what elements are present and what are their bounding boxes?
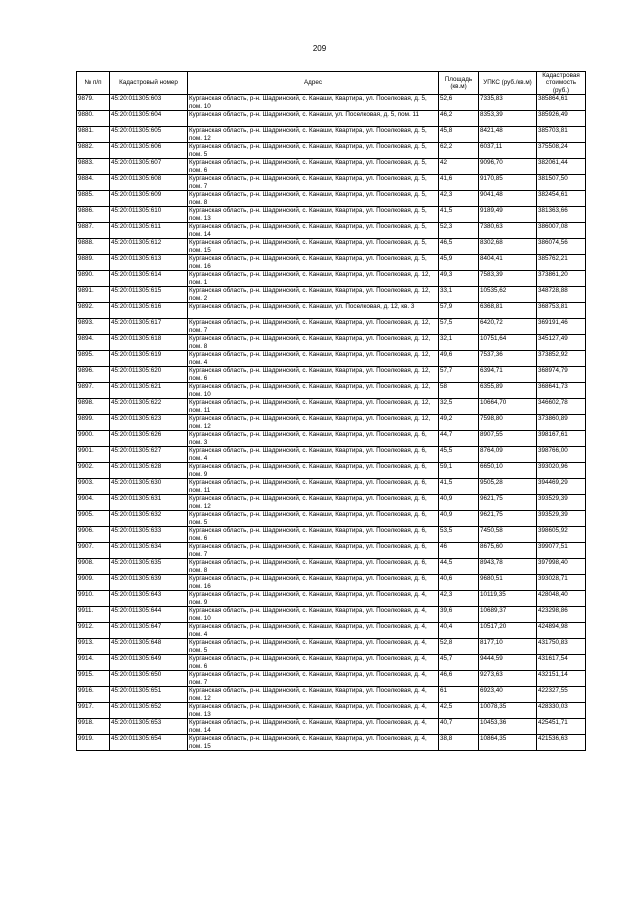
- table-row: [77, 127, 586, 143]
- cell-upks: 6420,72: [479, 319, 537, 335]
- cell-cadastral-number: 45:20:011305:606: [110, 143, 188, 159]
- cell-cadastral-number: 45:20:011305:631: [110, 495, 188, 511]
- cell-num: 9889.: [77, 255, 110, 271]
- header-cadastral-number: Кадастровый номер: [110, 72, 188, 95]
- table-row: [77, 655, 586, 671]
- table-row: [77, 383, 586, 399]
- cell-cadastral-number: 45:20:011305:639: [110, 575, 188, 591]
- cell-cadastral-cost: 425451,71: [537, 719, 586, 735]
- cell-num: 9881.: [77, 127, 110, 143]
- cell-area: 39,6: [439, 607, 479, 623]
- cell-upks: 10689,37: [479, 607, 537, 623]
- cell-area: 57,5: [439, 319, 479, 335]
- cell-cadastral-number: 45:20:011305:633: [110, 527, 188, 543]
- cell-address: Курганская область, р-н. Шадринский, с. Канаши, Квартира, ул. Поселковая, д. 6, пом. 5: [188, 511, 439, 527]
- cell-num: 9897.: [77, 383, 110, 399]
- cell-address: Курганская область, р-н. Шадринский, с. Канаши, Квартира, ул. Поселковая, д. 5, пом. 6: [188, 159, 439, 175]
- table-row: [77, 719, 586, 735]
- cell-cadastral-cost: 345127,49: [537, 335, 586, 351]
- cell-num: 9891.: [77, 287, 110, 303]
- cell-address: Курганская область, р-н. Шадринский, с. Канаши, ул. Поселковая, д. 5, пом. 11: [188, 111, 439, 127]
- cell-area: 62,2: [439, 143, 479, 159]
- cell-cadastral-cost: 375508,24: [537, 143, 586, 159]
- cell-upks: 7335,83: [479, 95, 537, 111]
- cell-cadastral-cost: 382454,61: [537, 191, 586, 207]
- cell-area: 49,3: [439, 271, 479, 287]
- cell-cadastral-number: 45:20:011305:614: [110, 271, 188, 287]
- cell-cadastral-number: 45:20:011305:622: [110, 399, 188, 415]
- cell-cadastral-cost: 368974,79: [537, 367, 586, 383]
- table-row: [77, 415, 586, 431]
- table-row: [77, 191, 586, 207]
- table-row: [77, 367, 586, 383]
- table-row: [77, 223, 586, 239]
- cell-area: 57,9: [439, 303, 479, 319]
- cell-address: Курганская область, р-н. Шадринский, с. Канаши, Квартира, ул. Поселковая, д. 12, пом. 6: [188, 367, 439, 383]
- cell-address: Курганская область, р-н. Шадринский, с. Канаши, Квартира, ул. Поселковая, д. 4, пом. 6: [188, 655, 439, 671]
- cell-area: 59,1: [439, 463, 479, 479]
- table-row: [77, 335, 586, 351]
- cell-cadastral-cost: 422327,55: [537, 687, 586, 703]
- cell-address: Курганская область, р-н. Шадринский, с. Канаши, Квартира, ул. Поселковая, д. 4, пом. 9: [188, 591, 439, 607]
- cell-cadastral-number: 45:20:011305:643: [110, 591, 188, 607]
- table-row: [77, 639, 586, 655]
- cell-address: Курганская область, р-н. Шадринский, с. Канаши, Квартира, ул. Поселковая, д. 12, пом. 12: [188, 415, 439, 431]
- cell-address: Курганская область, р-н. Шадринский, с. Канаши, Квартира, ул. Поселковая, д. 12, пом. 11: [188, 399, 439, 415]
- page-number: 209: [312, 44, 327, 53]
- cell-cadastral-cost: 398766,00: [537, 447, 586, 463]
- table-row: [77, 271, 586, 287]
- cell-area: 40,4: [439, 623, 479, 639]
- table-row: [77, 543, 586, 559]
- table-row: [77, 495, 586, 511]
- cell-upks: 10864,35: [479, 735, 537, 751]
- table-row: [77, 607, 586, 623]
- cell-cadastral-number: 45:20:011305:619: [110, 351, 188, 367]
- cell-area: 42,3: [439, 591, 479, 607]
- cell-num: 9906.: [77, 527, 110, 543]
- cell-cadastral-cost: 348728,88: [537, 287, 586, 303]
- cell-cadastral-number: 45:20:011305:610: [110, 207, 188, 223]
- cell-cadastral-cost: 385926,49: [537, 111, 586, 127]
- cell-area: 53,5: [439, 527, 479, 543]
- cell-cadastral-cost: 368753,81: [537, 303, 586, 319]
- cell-upks: 8764,09: [479, 447, 537, 463]
- table-row: [77, 303, 586, 319]
- cell-num: 9883.: [77, 159, 110, 175]
- cell-address: Курганская область, р-н. Шадринский, с. Канаши, Квартира, ул. Поселковая, д. 6, пом. 16: [188, 575, 439, 591]
- cell-cadastral-cost: 385762,21: [537, 255, 586, 271]
- cell-address: Курганская область, р-н. Шадринский, с. Канаши, Квартира, ул. Поселковая, д. 12, пом. 7: [188, 319, 439, 335]
- cell-area: 45,9: [439, 255, 479, 271]
- cell-num: 9879.: [77, 95, 110, 111]
- cell-cadastral-number: 45:20:011305:626: [110, 431, 188, 447]
- cell-cadastral-number: 45:20:011305:615: [110, 287, 188, 303]
- cell-area: 32,5: [439, 399, 479, 415]
- cell-cadastral-cost: 381363,66: [537, 207, 586, 223]
- cell-address: Курганская область, р-н. Шадринский, с. Канаши, Квартира, ул. Поселковая, д. 5, пом. 5: [188, 143, 439, 159]
- cell-address: Курганская область, р-н. Шадринский, с. Канаши, Квартира, ул. Поселковая, д. 6, пом. 9: [188, 463, 439, 479]
- cell-cadastral-cost: 398605,92: [537, 527, 586, 543]
- cell-cadastral-number: 45:20:011305:618: [110, 335, 188, 351]
- cell-area: 52,3: [439, 223, 479, 239]
- cell-address: Курганская область, р-н. Шадринский, с. Канаши, Квартира, ул. Поселковая, д. 4, пом. 12: [188, 687, 439, 703]
- cell-upks: 9096,70: [479, 159, 537, 175]
- cell-area: 52,6: [439, 95, 479, 111]
- cell-upks: 6394,71: [479, 367, 537, 383]
- cell-num: 9919.: [77, 735, 110, 751]
- header-upks: УПКС (руб./кв.м): [479, 72, 537, 95]
- cell-num: 9890.: [77, 271, 110, 287]
- cell-upks: 10751,64: [479, 335, 537, 351]
- cell-cadastral-number: 45:20:011305:612: [110, 239, 188, 255]
- cell-address: Курганская область, р-н. Шадринский, с. Канаши, Квартира, ул. Поселковая, д. 5, пом. 14: [188, 223, 439, 239]
- cell-cadastral-cost: 431617,54: [537, 655, 586, 671]
- cell-cadastral-cost: 397998,40: [537, 559, 586, 575]
- cell-num: 9887.: [77, 223, 110, 239]
- cell-cadastral-cost: 393020,96: [537, 463, 586, 479]
- cell-upks: 9273,63: [479, 671, 537, 687]
- cell-upks: 7583,39: [479, 271, 537, 287]
- cell-area: 33,1: [439, 287, 479, 303]
- cell-cadastral-cost: 386074,56: [537, 239, 586, 255]
- cell-cadastral-cost: 393028,71: [537, 575, 586, 591]
- cell-address: Курганская область, р-н. Шадринский, с. Канаши, Квартира, ул. Поселковая, д. 4, пом. 15: [188, 735, 439, 751]
- cell-cadastral-number: 45:20:011305:613: [110, 255, 188, 271]
- table-header: [77, 72, 586, 95]
- cell-num: 9882.: [77, 143, 110, 159]
- table-row: [77, 287, 586, 303]
- cell-cadastral-number: 45:20:011305:652: [110, 703, 188, 719]
- cell-cadastral-number: 45:20:011305:608: [110, 175, 188, 191]
- cell-area: 49,2: [439, 415, 479, 431]
- cell-cadastral-cost: 398167,61: [537, 431, 586, 447]
- cell-upks: 6923,40: [479, 687, 537, 703]
- cell-address: Курганская область, р-н. Шадринский, с. Канаши, Квартира, ул. Поселковая, д. 4, пом. 13: [188, 703, 439, 719]
- table-row: [77, 591, 586, 607]
- cell-address: Курганская область, р-н. Шадринский, с. Канаши, Квартира, ул. Поселковая, д. 12, пом. 1: [188, 271, 439, 287]
- cell-cadastral-number: 45:20:011305:650: [110, 671, 188, 687]
- cell-upks: 7450,58: [479, 527, 537, 543]
- cell-cadastral-number: 45:20:011305:634: [110, 543, 188, 559]
- table-row: [77, 175, 586, 191]
- cell-address: Курганская область, р-н. Шадринский, с. Канаши, Квартира, ул. Поселковая, д. 6, пом. 7: [188, 543, 439, 559]
- cell-num: 9916.: [77, 687, 110, 703]
- cell-cadastral-cost: 431750,83: [537, 639, 586, 655]
- cell-area: 41,6: [439, 175, 479, 191]
- table-row: [77, 559, 586, 575]
- cell-upks: 8421,48: [479, 127, 537, 143]
- table-row: [77, 351, 586, 367]
- cell-cadastral-cost: 432151,14: [537, 671, 586, 687]
- cell-area: 46: [439, 543, 479, 559]
- cell-num: 9880.: [77, 111, 110, 127]
- cell-cadastral-cost: 381507,50: [537, 175, 586, 191]
- header-area: Площадь (кв.м): [439, 72, 479, 95]
- cell-cadastral-number: 45:20:011305:647: [110, 623, 188, 639]
- cell-num: 9884.: [77, 175, 110, 191]
- table-row: [77, 111, 586, 127]
- cell-area: 46,5: [439, 239, 479, 255]
- cell-address: Курганская область, р-н. Шадринский, с. Канаши, Квартира, ул. Поселковая, д. 12, пом. 8: [188, 335, 439, 351]
- cell-upks: 9170,85: [479, 175, 537, 191]
- table-row: [77, 703, 586, 719]
- table-row: [77, 255, 586, 271]
- cell-area: 40,9: [439, 511, 479, 527]
- cell-cadastral-number: 45:20:011305:644: [110, 607, 188, 623]
- cell-cadastral-number: 45:20:011305:605: [110, 127, 188, 143]
- cell-upks: 9041,48: [479, 191, 537, 207]
- cell-num: 9905.: [77, 511, 110, 527]
- cell-num: 9899.: [77, 415, 110, 431]
- table-row: [77, 735, 586, 751]
- table-row: [77, 527, 586, 543]
- cell-address: Курганская область, р-н. Шадринский, с. Канаши, Квартира, ул. Поселковая, д. 6, пом. 4: [188, 447, 439, 463]
- cell-address: Курганская область, р-н. Шадринский, с. Канаши, Квартира, ул. Поселковая, д. 12, пом. 4: [188, 351, 439, 367]
- cell-num: 9918.: [77, 719, 110, 735]
- cell-cadastral-cost: 369191,46: [537, 319, 586, 335]
- table-row: [77, 95, 586, 111]
- cell-num: 9910.: [77, 591, 110, 607]
- cell-num: 9894.: [77, 335, 110, 351]
- cell-upks: 8675,60: [479, 543, 537, 559]
- cell-num: 9909.: [77, 575, 110, 591]
- cell-cadastral-number: 45:20:011305:635: [110, 559, 188, 575]
- cell-cadastral-number: 45:20:011305:627: [110, 447, 188, 463]
- cell-cadastral-cost: 423298,86: [537, 607, 586, 623]
- cell-address: Курганская область, р-н. Шадринский, с. Канаши, Квартира, ул. Поселковая, д. 5, пом. 10: [188, 95, 439, 111]
- table-body: [77, 95, 586, 751]
- cell-address: Курганская область, р-н. Шадринский, с. Канаши, Квартира, ул. Поселковая, д. 6, пом. 11: [188, 479, 439, 495]
- header-address: Адрес: [188, 72, 439, 95]
- cell-area: 42,5: [439, 703, 479, 719]
- table-row: [77, 431, 586, 447]
- cell-area: 46,6: [439, 671, 479, 687]
- cell-address: Курганская область, р-н. Шадринский, с. Канаши, Квартира, ул. Поселковая, д. 4, пом. 10: [188, 607, 439, 623]
- cell-upks: 7598,80: [479, 415, 537, 431]
- cell-cadastral-cost: 386007,08: [537, 223, 586, 239]
- cell-cadastral-cost: 373852,92: [537, 351, 586, 367]
- cell-address: Курганская область, р-н. Шадринский, с. Канаши, Квартира, ул. Поселковая, д. 5, пом. 13: [188, 207, 439, 223]
- cell-cadastral-cost: 393529,39: [537, 511, 586, 527]
- cell-num: 9888.: [77, 239, 110, 255]
- cell-address: Курганская область, р-н. Шадринский, с. Канаши, ул. Поселковая, д. 12, кв. 3: [188, 303, 439, 319]
- cell-num: 9886.: [77, 207, 110, 223]
- cell-num: 9901.: [77, 447, 110, 463]
- table-row: [77, 399, 586, 415]
- cell-upks: 10517,20: [479, 623, 537, 639]
- cell-cadastral-number: 45:20:011305:651: [110, 687, 188, 703]
- cell-area: 57,7: [439, 367, 479, 383]
- cell-area: 49,6: [439, 351, 479, 367]
- cell-cadastral-cost: 368641,73: [537, 383, 586, 399]
- header-num: № п/п: [77, 72, 110, 95]
- cell-area: 32,1: [439, 335, 479, 351]
- cell-upks: 9444,59: [479, 655, 537, 671]
- cell-address: Курганская область, р-н. Шадринский, с. Канаши, Квартира, ул. Поселковая, д. 5, пом. 16: [188, 255, 439, 271]
- cell-area: 61: [439, 687, 479, 703]
- cell-area: 46,2: [439, 111, 479, 127]
- cell-address: Курганская область, р-н. Шадринский, с. Канаши, Квартира, ул. Поселковая, д. 12, пом. 10: [188, 383, 439, 399]
- cell-num: 9904.: [77, 495, 110, 511]
- cell-cadastral-number: 45:20:011305:648: [110, 639, 188, 655]
- table-row: [77, 687, 586, 703]
- cell-num: 9902.: [77, 463, 110, 479]
- cell-upks: 8907,55: [479, 431, 537, 447]
- table-row: [77, 463, 586, 479]
- cell-num: 9913.: [77, 639, 110, 655]
- cell-cadastral-number: 45:20:011305:617: [110, 319, 188, 335]
- cell-area: 45,7: [439, 655, 479, 671]
- cell-cadastral-cost: 382061,44: [537, 159, 586, 175]
- cell-num: 9907.: [77, 543, 110, 559]
- cell-address: Курганская область, р-н. Шадринский, с. Канаши, Квартира, ул. Поселковая, д. 5, пом. 15: [188, 239, 439, 255]
- cell-cadastral-cost: 399077,51: [537, 543, 586, 559]
- cell-cadastral-number: 45:20:011305:621: [110, 383, 188, 399]
- table-row: [77, 671, 586, 687]
- cell-cadastral-number: 45:20:011305:628: [110, 463, 188, 479]
- cell-upks: 8353,39: [479, 111, 537, 127]
- table-row: [77, 575, 586, 591]
- cell-upks: 9505,28: [479, 479, 537, 495]
- table-row: [77, 479, 586, 495]
- cell-address: Курганская область, р-н. Шадринский, с. Канаши, Квартира, ул. Поселковая, д. 6, пом. 12: [188, 495, 439, 511]
- cell-cadastral-number: 45:20:011305:654: [110, 735, 188, 751]
- cell-area: 58: [439, 383, 479, 399]
- cell-upks: 8302,68: [479, 239, 537, 255]
- cell-cadastral-number: 45:20:011305:616: [110, 303, 188, 319]
- cell-upks: 9621,75: [479, 511, 537, 527]
- cell-address: Курганская область, р-н. Шадринский, с. Канаши, Квартира, ул. Поселковая, д. 4, пом. 7: [188, 671, 439, 687]
- cell-cadastral-number: 45:20:011305:623: [110, 415, 188, 431]
- table-row: [77, 239, 586, 255]
- cell-cadastral-cost: 428048,40: [537, 591, 586, 607]
- cell-upks: 6355,89: [479, 383, 537, 399]
- table-row: [77, 447, 586, 463]
- table-row: [77, 511, 586, 527]
- cell-upks: 7537,36: [479, 351, 537, 367]
- cell-num: 9898.: [77, 399, 110, 415]
- cell-upks: 9680,51: [479, 575, 537, 591]
- cell-num: 9911.: [77, 607, 110, 623]
- cell-cadastral-cost: 394469,29: [537, 479, 586, 495]
- cell-upks: 8177,10: [479, 639, 537, 655]
- cell-upks: 10119,35: [479, 591, 537, 607]
- table-row: [77, 143, 586, 159]
- cell-num: 9896.: [77, 367, 110, 383]
- cell-cadastral-number: 45:20:011305:653: [110, 719, 188, 735]
- cell-cadastral-number: 45:20:011305:609: [110, 191, 188, 207]
- cell-cadastral-number: 45:20:011305:649: [110, 655, 188, 671]
- cell-cadastral-cost: 346602,78: [537, 399, 586, 415]
- cell-num: 9912.: [77, 623, 110, 639]
- cell-cadastral-number: 45:20:011305:603: [110, 95, 188, 111]
- cell-area: 40,6: [439, 575, 479, 591]
- cell-cadastral-number: 45:20:011305:607: [110, 159, 188, 175]
- cell-upks: 6037,11: [479, 143, 537, 159]
- cell-address: Курганская область, р-н. Шадринский, с. Канаши, Квартира, ул. Поселковая, д. 4, пом. 14: [188, 719, 439, 735]
- cell-num: 9893.: [77, 319, 110, 335]
- cell-cadastral-number: 45:20:011305:620: [110, 367, 188, 383]
- cell-cadastral-cost: 385703,81: [537, 127, 586, 143]
- cell-cadastral-cost: 373860,89: [537, 415, 586, 431]
- cell-num: 9915.: [77, 671, 110, 687]
- cell-area: 41,5: [439, 207, 479, 223]
- cell-area: 42: [439, 159, 479, 175]
- cell-address: Курганская область, р-н. Шадринский, с. Канаши, Квартира, ул. Поселковая, д. 6, пом. 3: [188, 431, 439, 447]
- cell-area: 45,8: [439, 127, 479, 143]
- cell-num: 9892.: [77, 303, 110, 319]
- table-row: [77, 207, 586, 223]
- cell-upks: 10535,62: [479, 287, 537, 303]
- cell-num: 9914.: [77, 655, 110, 671]
- cell-upks: 6368,81: [479, 303, 537, 319]
- cell-upks: 9189,49: [479, 207, 537, 223]
- header-row: [77, 72, 586, 95]
- cell-cadastral-number: 45:20:011305:604: [110, 111, 188, 127]
- cell-upks: 8404,41: [479, 255, 537, 271]
- cell-upks: 10078,35: [479, 703, 537, 719]
- cell-num: 9903.: [77, 479, 110, 495]
- cell-address: Курганская область, р-н. Шадринский, с. Канаши, Квартира, ул. Поселковая, д. 12, пом. 2: [188, 287, 439, 303]
- cell-area: 45,5: [439, 447, 479, 463]
- cell-address: Курганская область, р-н. Шадринский, с. Канаши, Квартира, ул. Поселковая, д. 5, пом. 7: [188, 175, 439, 191]
- cell-address: Курганская область, р-н. Шадринский, с. Канаши, Квартира, ул. Поселковая, д. 4, пом. 4: [188, 623, 439, 639]
- cell-area: 41,5: [439, 479, 479, 495]
- cell-area: 38,8: [439, 735, 479, 751]
- cell-cadastral-number: 45:20:011305:632: [110, 511, 188, 527]
- cell-area: 52,8: [439, 639, 479, 655]
- cell-cadastral-cost: 393529,39: [537, 495, 586, 511]
- cell-address: Курганская область, р-н. Шадринский, с. Канаши, Квартира, ул. Поселковая, д. 6, пом. 8: [188, 559, 439, 575]
- cell-upks: 9621,75: [479, 495, 537, 511]
- cell-cadastral-number: 45:20:011305:611: [110, 223, 188, 239]
- cadastral-value-table: [76, 71, 586, 751]
- cell-address: Курганская область, р-н. Шадринский, с. Канаши, Квартира, ул. Поселковая, д. 5, пом. 12: [188, 127, 439, 143]
- cell-address: Курганская область, р-н. Шадринский, с. Канаши, Квартира, ул. Поселковая, д. 5, пом. 8: [188, 191, 439, 207]
- header-cadastral-cost: Кадастровая стоимость (руб.): [537, 72, 586, 95]
- cell-upks: 8943,78: [479, 559, 537, 575]
- cell-num: 9917.: [77, 703, 110, 719]
- cell-area: 42,3: [439, 191, 479, 207]
- cell-num: 9885.: [77, 191, 110, 207]
- cell-upks: 10664,70: [479, 399, 537, 415]
- cell-upks: 7380,63: [479, 223, 537, 239]
- cell-num: 9900.: [77, 431, 110, 447]
- table-row: [77, 623, 586, 639]
- table-row: [77, 319, 586, 335]
- cell-area: 40,7: [439, 719, 479, 735]
- cell-area: 44,7: [439, 431, 479, 447]
- cell-upks: 10453,36: [479, 719, 537, 735]
- cell-cadastral-cost: 428330,03: [537, 703, 586, 719]
- cell-area: 40,9: [439, 495, 479, 511]
- cell-num: 9895.: [77, 351, 110, 367]
- cell-address: Курганская область, р-н. Шадринский, с. Канаши, Квартира, ул. Поселковая, д. 4, пом. 5: [188, 639, 439, 655]
- cell-cadastral-cost: 421536,63: [537, 735, 586, 751]
- cell-cadastral-cost: 424894,98: [537, 623, 586, 639]
- cell-cadastral-cost: 385864,61: [537, 95, 586, 111]
- cell-area: 44,5: [439, 559, 479, 575]
- cell-upks: 6650,10: [479, 463, 537, 479]
- cell-cadastral-cost: 373861,20: [537, 271, 586, 287]
- cell-num: 9908.: [77, 559, 110, 575]
- cell-address: Курганская область, р-н. Шадринский, с. Канаши, Квартира, ул. Поселковая, д. 6, пом. 6: [188, 527, 439, 543]
- table-row: [77, 159, 586, 175]
- cell-cadastral-number: 45:20:011305:630: [110, 479, 188, 495]
